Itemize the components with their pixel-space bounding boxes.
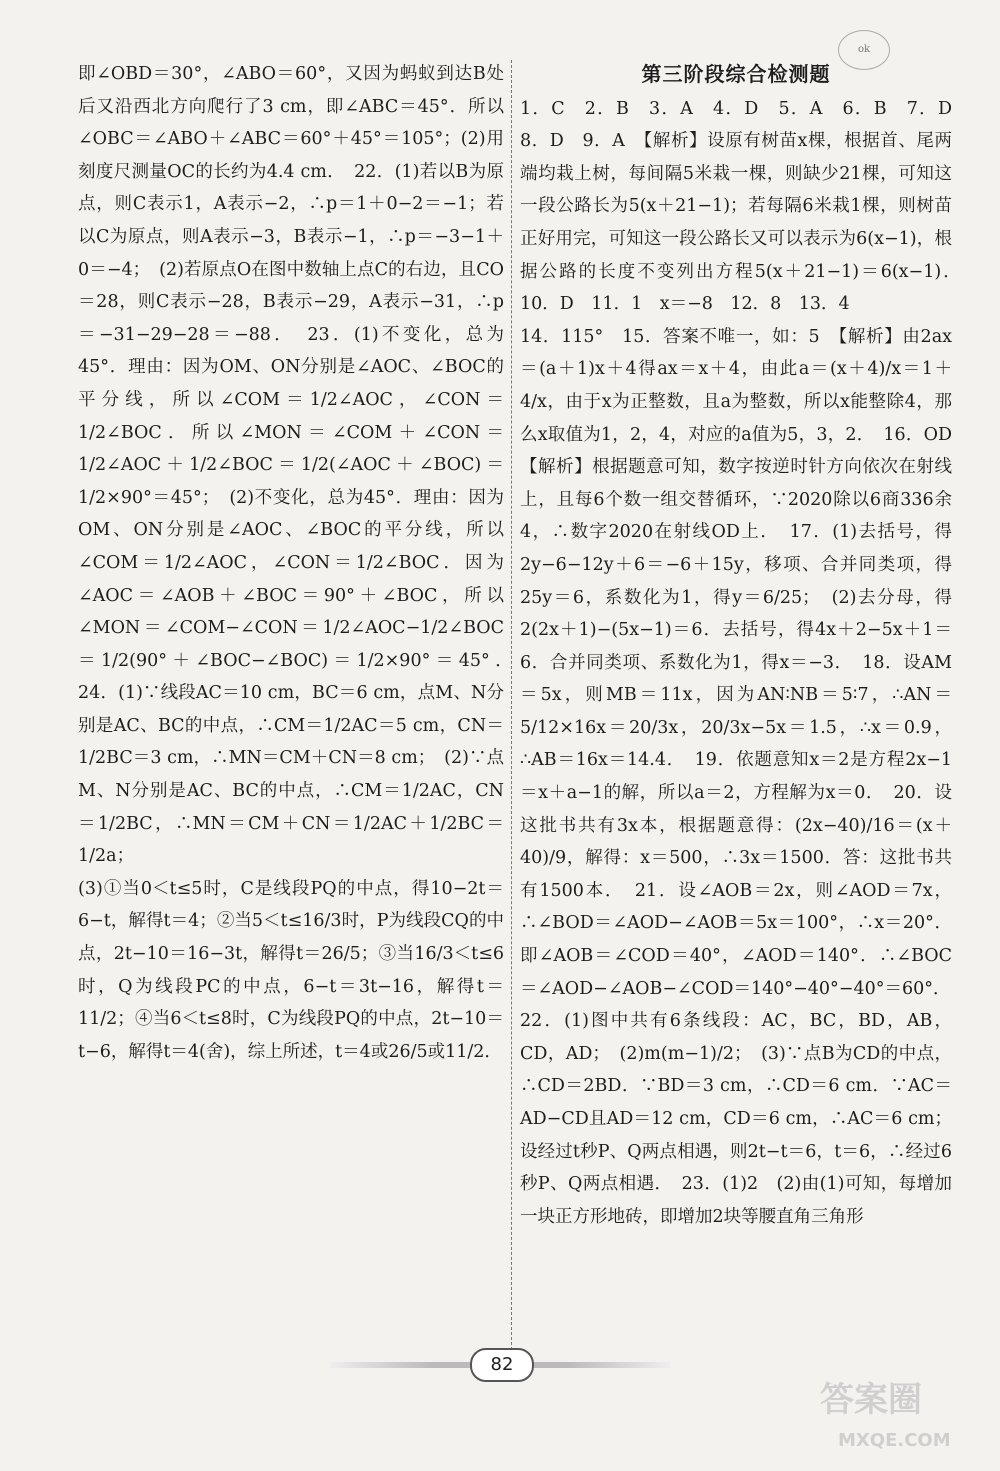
right-paragraph-2: 14．115° 15．答案不唯一，如：5 【解析】由2ax＝(a＋1)x＋4得ax＝x＋4，由此a＝(x＋4)/x＝1＋4/x，由于x为正整数，且a为整数，所以x能整除4，那么x取值为1，2，4，对应的a值为5，3，2． 16．OD 【解析】根据题意可知，数字按逆时针方向依次在射线上，且每6个数一组交替循环，∵2020除以6商336余4，∴数字2020在射线OD上． 17．(1)去括号，得2y−6−12y＋6＝−6＋15y，移项、合并同类项，得25y＝6，系数化为1，得y＝6/25； (2)去分母，得2(2x＋1)−(5x−1)＝6．去括号，得4x＋2−5x＋1＝6．合并同类项、系数化为1，得x＝−3． 18．设AM＝5x，则MB＝11x，因为AN∶NB＝5∶7，∴AN＝5/12×16x＝20/3x，20/3x−5x＝1.5，∴x＝0.9，∴AB＝16x＝14.4． 19．依题意知x＝2是方程2x−1＝x＋a−1的解，所以a＝2，方程解为x＝0． 20．设这批书共有3x本，根据题意得：(2x−40)/16＝(x＋40)/9，解得：x＝500，∴3x＝1500．答：这批书共有1500本． 21．设∠AOB＝2x，则∠AOD＝7x，∴∠BOD＝∠AOD−∠AOB＝5x＝100°，∴x＝20°．即∠AOB＝∠COD＝40°，∠AOD＝140°．∴∠BOC＝∠AOD−∠AOB−∠COD＝140°−40°−40°＝60°．	[520, 326, 970, 999]
left-column	[78, 58, 522, 1068]
section-title: 第三阶段综合检测题	[641, 62, 831, 86]
right-paragraph-3: 22．(1)图中共有6条线段：AC，BC，BD，AB，CD，AD； (2)m(m−1)/2； (3)∵点B为CD的中点，∴CD＝2BD．∵BD＝3 cm，∴CD＝6 cm．∵AC＝AD−CD且AD＝12 cm，CD＝6 cm，∴AC＝6 cm；设经过t秒P、Q两点相遇，则2t−t＝6，t＝6，∴经过6秒P、Q两点相遇． 23．(1)2 (2)由(1)可知，每增加一块正方形地砖，即增加2块等腰直角三角形	[520, 1011, 952, 1227]
right-column	[520, 58, 970, 1233]
column-divider	[511, 60, 512, 1350]
left-paragraph-2: (3)①当0＜t≤5时，C是线段PQ的中点，得10−2t＝6−t，解得t＝4；②当5＜t≤16/3时，P为线段CQ的中点，2t−10＝16−3t，解得t＝26/5；③当16/3＜t≤6时，Q为线段PC的中点，6−t＝3t−16，解得t＝11/2；④当6＜t≤8时，C为线段PQ的中点，2t−10＝t−6，解得t＝4(舍)，综上所述，t＝4或26/5或11/2．	[78, 878, 504, 1062]
page-number: 82	[470, 1348, 534, 1382]
stamp-mark: ok	[838, 30, 890, 70]
watermark-logo: 答案圈	[820, 1380, 922, 1420]
right-paragraph-1: 1．C 2．B 3．A 4．D 5．A 6．B 7．D 8．D 9．A 【解析】设原有树苗x棵，根据首、尾两端均栽上树，每间隔5米栽一棵，则缺少21棵，可知这一段公路长为5(x＋21−1)；若每隔6米栽1棵，则树苗正好用完，可知这一段公路长又可以表示为6(x−1)，根据公路的长度不变列出方程5(x＋21−1)＝6(x−1)． 10．D 11．1 x＝−8 12．8 13．4	[520, 98, 970, 315]
left-paragraph-1: 即∠OBD＝30°，∠ABO＝60°，又因为蚂蚁到达B处后又沿西北方向爬行了3 cm，即∠ABC＝45°．所以∠OBC＝∠ABO＋∠ABC＝60°＋45°＝105°；(2)用刻度尺测量OC的长约为4.4 cm． 22．(1)若以B为原点，则C表示1，A表示−2，∴p＝1＋0−2＝−1；若以C为原点，则A表示−3，B表示−1，∴p＝−3−1＋0＝−4； (2)若原点O在图中数轴上点C的右边，且CO＝28，则C表示−28，B表示−29，A表示−31，∴p＝−31−29−28＝−88． 23．(1)不变化，总为45°．理由：因为OM、ON分别是∠AOC、∠BOC的平分线，所以∠COM＝1/2∠AOC，∠CON＝1/2∠BOC．所以∠MON＝∠COM＋∠CON＝1/2∠AOC＋1/2∠BOC＝1/2(∠AOC＋∠BOC)＝1/2×90°＝45°； (2)不变化，总为45°．理由：因为OM、ON分别是∠AOC、∠BOC的平分线，所以∠COM＝1/2∠AOC，∠CON＝1/2∠BOC．因为∠AOC＝∠AOB＋∠BOC＝90°＋∠BOC，所以∠MON＝∠COM−∠CON＝1/2∠AOC−1/2∠BOC＝1/2(90°＋∠BOC−∠BOC)＝1/2×90°＝45°． 24．(1)∵线段AC＝10 cm，BC＝6 cm，点M、N分别是AC、BC的中点，∴CM＝1/2AC＝5 cm，CN＝1/2BC＝3 cm，∴MN＝CM＋CN＝8 cm； (2)∵点M、N分别是AC、BC的中点，∴CM＝1/2AC，CN＝1/2BC，∴MN＝CM＋CN＝1/2AC＋1/2BC＝1/2a；	[78, 64, 522, 867]
watermark-url: MXQE.COM	[838, 1430, 951, 1451]
